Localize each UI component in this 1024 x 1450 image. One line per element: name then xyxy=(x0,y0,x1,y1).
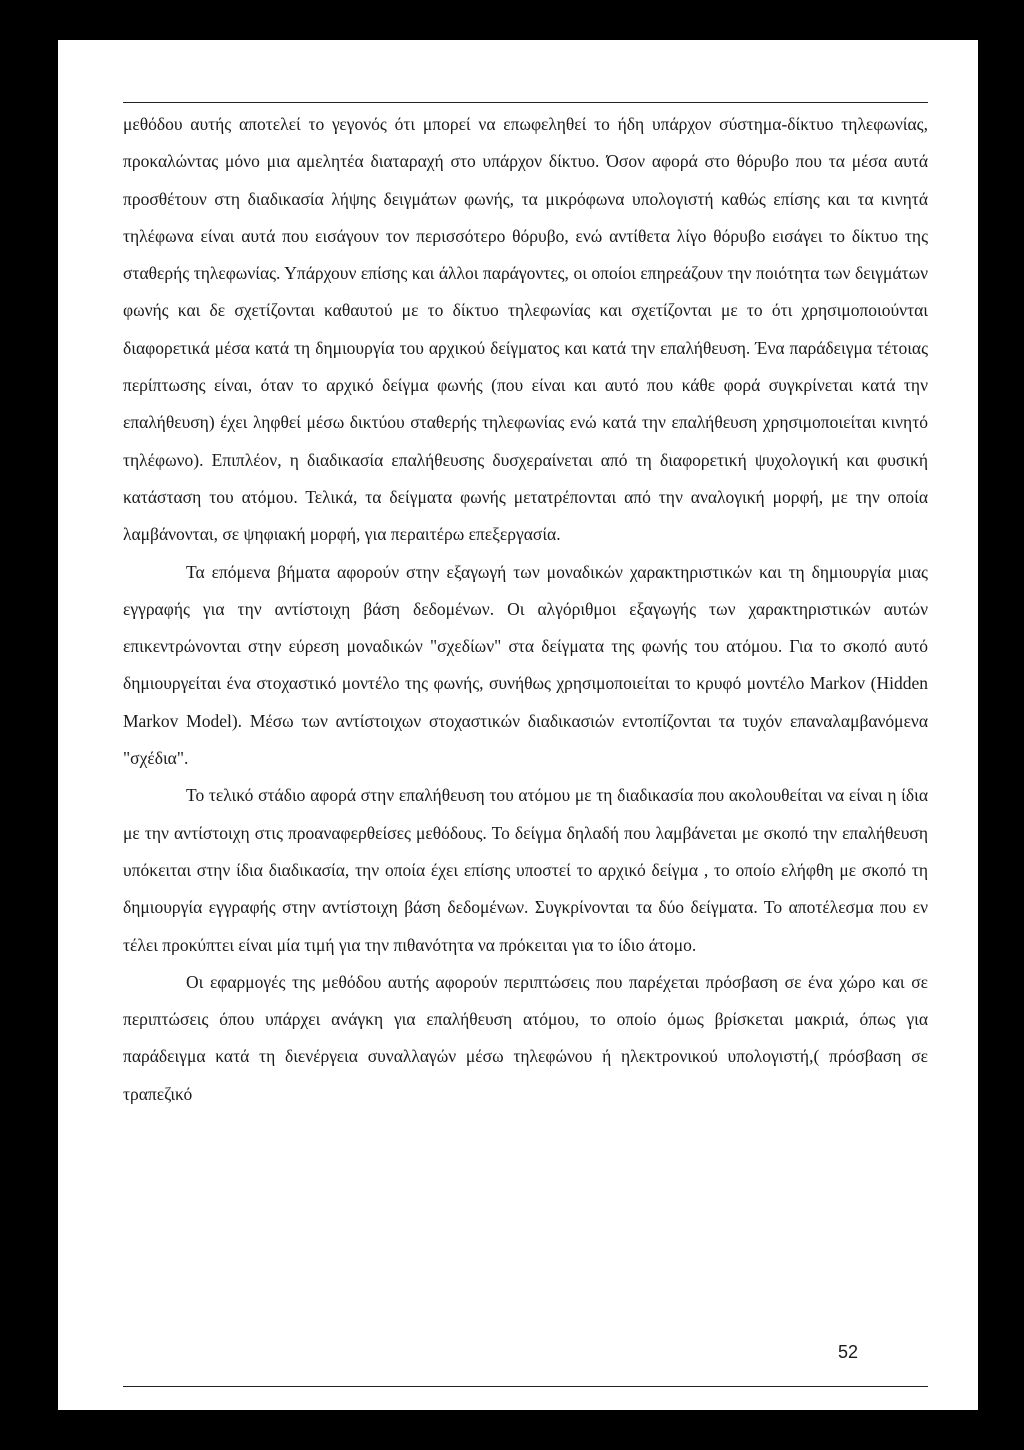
header-rule xyxy=(123,102,928,103)
footer-rule xyxy=(123,1386,928,1387)
page-number: 52 xyxy=(837,1342,858,1362)
document-page xyxy=(58,40,978,1410)
paragraph: Το τελικό στάδιο αφορά στην επαλήθευση του ατόμου με τη διαδικασία που ακολουθείται να είναι η ίδια με την αντίστοιχη στις προαναφερθείσες μεθόδους. Το δείγμα δηλαδή που λαμβάνεται με σκοπό την επαλήθευση υπόκειται στην ίδια διαδικασία, την οποία έχει επίσης υποστεί το αρχικό δείγμα , το οποίο ελήφθη με σκοπό τη δημιουργία εγγραφής στην αντίστοιχη βάση δεδομένων. Συγκρίνονται τα δύο δείγματα. Το αποτέλεσμα που εν τέλει προκύπτει είναι μία τιμή για την πιθανότητα να πρόκειται για το ίδιο άτομο. xyxy=(123,785,928,955)
body-text xyxy=(123,106,928,1113)
paragraph: Οι εφαρμογές της μεθόδου αυτής αφορούν περιπτώσεις που παρέχεται πρόσβαση σε ένα χώρο και σε περιπτώσεις όπου υπάρχει ανάγκη για επαλήθευση ατόμου, το οποίο όμως βρίσκεται μακριά, όπως για παράδειγμα κατά τη διενέργεια συναλλαγών μέσω τηλεφώνου ή ηλεκτρονικού υπολογιστή,( πρόσβαση σε τραπεζικό xyxy=(123,971,928,1104)
paragraph: Τα επόμενα βήματα αφορούν στην εξαγωγή των μοναδικών χαρακτηριστικών και τη δημιουργία μιας εγγραφής για την αντίστοιχη βάση δεδομένων. Οι αλγόριθμοι εξαγωγής των χαρακτηριστικών αυτών επικεντρώνονται στην εύρεση μοναδικών "σχεδίων" στα δείγματα της φωνής του ατόμου. Για το σκοπό αυτό δημιουργείται ένα στοχαστικό μοντέλο της φωνής, συνήθως χρησιμοποιείται το κρυφό μοντέλο Markov (Hidden Markov Model). Μέσω των αντίστοιχων στοχαστικών διαδικασιών εντοπίζονται τα τυχόν επαναλαμβανόμενα "σχέδια". xyxy=(123,561,928,769)
paragraph: μεθόδου αυτής αποτελεί το γεγονός ότι μπορεί να επωφεληθεί το ήδη υπάρχον σύστημα-δίκτυο τηλεφωνίας, προκαλώντας μόνο μια αμελητέα διαταραχή στο υπάρχον δίκτυο. Όσον αφορά στο θόρυβο που τα μέσα αυτά προσθέτουν στη διαδικασία λήψης δειγμάτων φωνής, τα μικρόφωνα υπολογιστή καθώς επίσης και τα κινητά τηλέφωνα είναι αυτά που εισάγουν τον περισσότερο θόρυβο, ενώ αντίθετα λίγο θόρυβο εισάγει το δίκτυο της σταθερής τηλεφωνίας. Υπάρχουν επίσης και άλλοι παράγοντες, οι οποίοι επηρεάζουν την ποιότητα των δειγμάτων φωνής και δε σχετίζονται καθαυτού με το δίκτυο τηλεφωνίας και σχετίζονται με το ότι χρησιμοποιούνται διαφορετικά μέσα κατά τη δημιουργία του αρχικού δείγματος και κατά την επαλήθευση. Ένα παράδειγμα τέτοιας περίπτωσης είναι, όταν το αρχικό δείγμα φωνής (που είναι και αυτό που κάθε φορά συγκρίνεται κατά την επαλήθευση) έχει ληφθεί μέσω δικτύου σταθερής τηλεφωνίας ενώ κατά την επαλήθευση χρησιμοποιείται κινητό τηλέφωνο). Επιπλέον, η διαδικασία επαλήθευσης δυσχεραίνεται από τη διαφορετική ψυχολογική και φυσική κατάσταση του ατόμου. Τελικά, τα δείγματα φωνής μετατρέπονται από την αναλογική μορφή, με την οποία λαμβάνονται, σε ψηφιακή μορφή, για περαιτέρω επεξεργασία. xyxy=(123,114,928,545)
